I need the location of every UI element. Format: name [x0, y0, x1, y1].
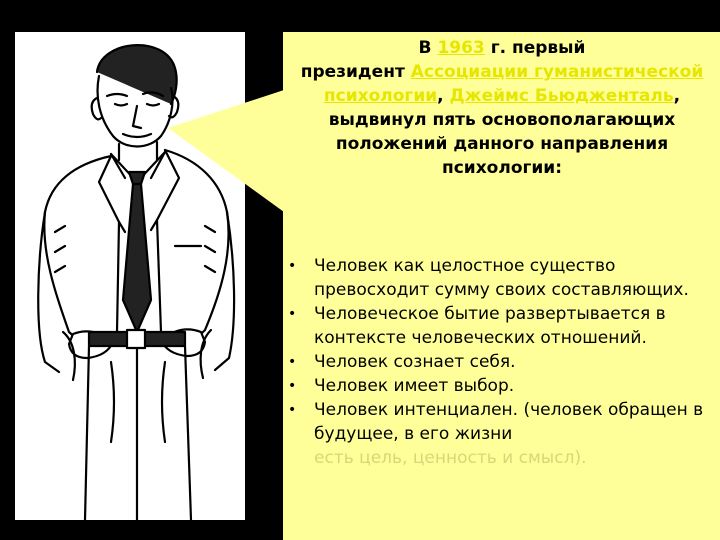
bullet-icon: •	[288, 258, 297, 274]
association-link[interactable]: Ассоциации гуманистической психологии	[323, 62, 704, 106]
list-item-text: Человек имеет выбор.	[314, 376, 515, 396]
list-item-text: Человек как целостное существо превосходит сумму своих составляющих.	[314, 256, 689, 300]
bullet-icon: •	[288, 306, 297, 322]
bullet-icon: •	[288, 354, 297, 370]
list-item-text: Человек сознает себя.	[314, 352, 516, 372]
faded-tail-text: есть цель, ценность и смысл).	[314, 448, 587, 468]
year-link[interactable]: 1963	[437, 38, 485, 58]
heading-rest: , выдвинул пять основополагающих положений данного направления психологии:	[328, 86, 681, 178]
list-item-text: Человеческое бытие развертывается в контексте человеческих отношений.	[314, 304, 666, 348]
principles-list	[283, 254, 713, 470]
heading-line2-prefix: президент	[300, 62, 405, 82]
heading-comma: ,	[437, 86, 444, 106]
list-item	[283, 374, 713, 398]
list-item	[283, 350, 713, 374]
list-item	[283, 302, 713, 350]
heading-after-year: г. первый	[490, 38, 586, 58]
list-item	[283, 254, 713, 302]
bullet-icon: •	[288, 378, 297, 394]
faded-tail-line	[283, 446, 713, 470]
list-item-text: Человек интенциален. (человек обращен в будущее, в его жизни	[314, 400, 704, 444]
bullet-icon: •	[288, 402, 297, 418]
list-item	[283, 398, 713, 446]
heading-prefix: В	[418, 38, 432, 58]
person-link[interactable]: Джеймс Бьюдженталь	[449, 86, 674, 106]
slide-heading	[292, 36, 712, 180]
